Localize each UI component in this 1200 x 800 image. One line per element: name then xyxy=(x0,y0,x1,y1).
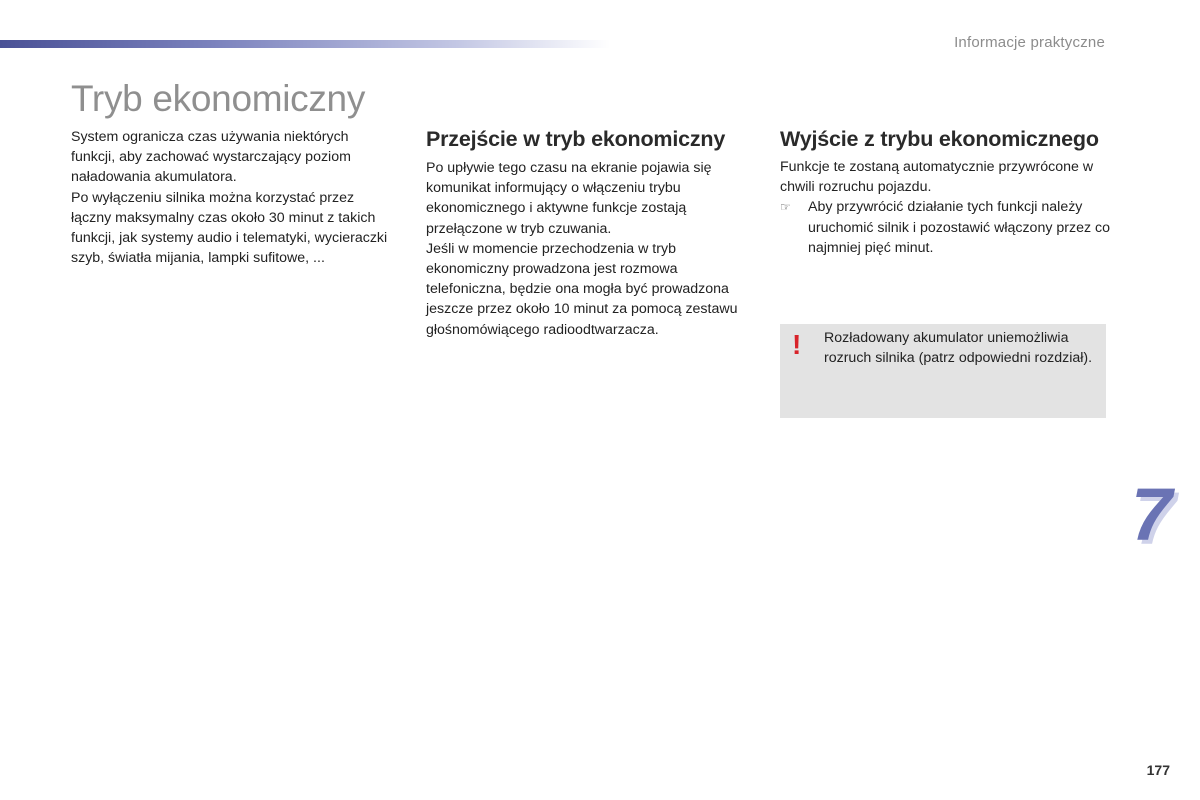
entering-paragraph: Po upływie tego czasu na ekranie pojawia się komunikat informujący o włączeniu trybu ekonomicznego i aktywne funkcje zostają przełączone w tryb czuwania. xyxy=(426,160,712,237)
header-gradient-bar xyxy=(0,40,610,48)
chapter-number: 7 xyxy=(1131,473,1173,556)
exiting-paragraph: Funkcje te zostaną automatycznie przywrócone w chwili rozruchu pojazdu. xyxy=(780,159,1094,196)
intro-column xyxy=(71,127,396,268)
intro-paragraph: Po wyłączeniu silnika można korzystać przez łączny maksymalny czas około 30 minut z takich funkcji, jak systemy audio i telematyki, wycieraczki szyb, światła mijania, lampki sufitowe, ... xyxy=(71,189,388,267)
warning-box xyxy=(780,324,1106,418)
exiting-section xyxy=(780,127,1110,258)
exiting-bullet-text: Aby przywrócić działanie tych funkcji należy uruchomić silnik i pozostawić włączony przez co najmniej pięć minut. xyxy=(808,199,1110,256)
entering-section xyxy=(426,127,756,340)
entering-heading: Przejście w tryb ekonomiczny xyxy=(426,127,726,151)
exiting-bullet xyxy=(780,197,1110,258)
intro-paragraph: System ogranicza czas używania niektórych funkcji, aby zachować wystarczający poziom naładowania akumulatora. xyxy=(71,129,351,186)
warning-text: Rozładowany akumulator uniemożliwia rozruch silnika (patrz odpowiedni rozdział). xyxy=(824,330,1093,367)
page-number: 177 xyxy=(1146,762,1170,778)
page-title: Tryb ekonomiczny xyxy=(71,78,366,119)
exclamation-warning-icon: ! xyxy=(792,329,802,360)
exiting-heading: Wyjście z trybu ekonomicznego xyxy=(780,127,1099,151)
entering-paragraph: Jeśli w momencie przechodzenia w tryb ekonomiczny prowadzona jest rozmowa telefoniczna, będzie ona mogła być prowadzona jeszcze przez około 10 minut za pomocą zestawu głośnomówiącego radioodtwarzacza. xyxy=(426,240,738,338)
section-name: Informacje praktyczne xyxy=(954,34,1105,51)
pointing-hand-icon: ☞ xyxy=(780,200,791,215)
